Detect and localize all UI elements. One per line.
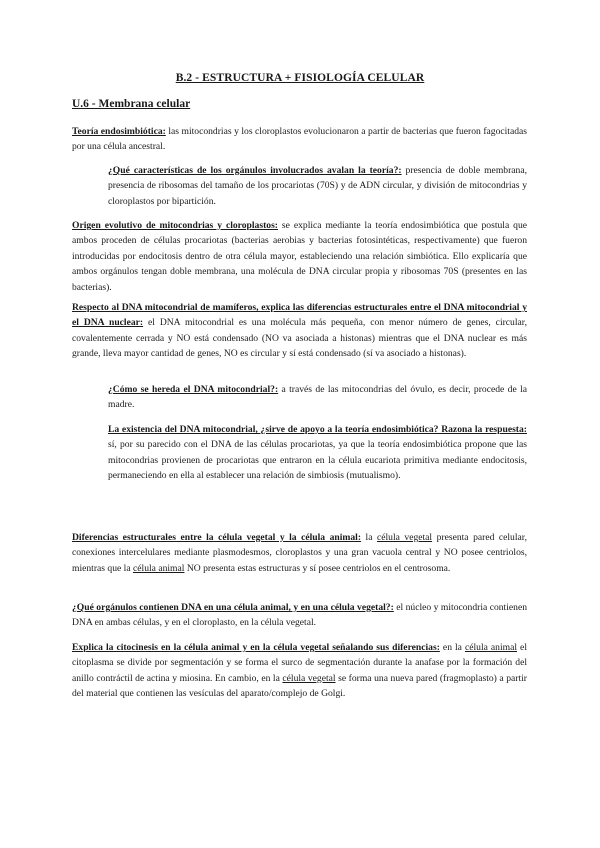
question-label: ¿Qué características de los orgánulos involucrados avalan la teoría?:: [108, 165, 402, 176]
answer-text: las mitocondrias y los cloroplastos evolucionaron a partir de bacterias que fueron fagocitadas por una célula ancestral.: [72, 126, 528, 153]
answer-text: NO presenta estas estructuras y sí posee centriolos en el centrosoma.: [184, 562, 451, 574]
question-label: Respecto al DNA mitocondrial de mamíferos, explica las diferencias estructurales entre el DNA mitocondrial y el DNA nuclear:: [72, 302, 527, 329]
answer-text: en la: [439, 642, 465, 653]
unit-heading: U.6 - Membrana celular: [72, 98, 191, 110]
term-plant-cell: célula vegetal: [376, 532, 433, 543]
answer-text: sí, por su parecido con el DNA de las células procariotas, ya que la teoría endosimbiótica propone que las mitocondrias provienen de procariotas que entraron en la célula eucariota primitiva mediante endocitosis, permaneciendo en ella al establecer una relación de simbiosis (mutualismo).: [108, 439, 527, 482]
paragraph-organelle-features: [108, 163, 527, 209]
answer-text: el DNA mitocondrial es una molécula más pequeña, con menor número de genes, circular, covalentemente cerrada y NO está condensado (NO va asociada a histonas) mientras que el DNA nuclear es más grande, lleva mayor cantidad de genes, NO es circular y sí está condensado (sí va asociado a histonas).: [72, 317, 527, 360]
document-title: B.2 - ESTRUCTURA + FISIOLOGÍA CELULAR: [175, 72, 425, 84]
question-label: Origen evolutivo de mitocondrias y cloroplastos:: [72, 220, 278, 231]
question-label: ¿Qué orgánulos contienen DNA en una célula animal, y en una célula vegetal?:: [72, 602, 394, 613]
answer-text: el citoplasma se divide por segmentación y se forma el surco de segmentación durante la anafase por la formación del anillo contráctil de actina y miosina. En cambio, en la: [72, 642, 527, 684]
answer-text: la: [361, 532, 377, 543]
question-label: Explica la citocinesis en la célula animal y en la célula vegetal señalando sus diferencias:: [72, 642, 440, 653]
paragraph-cytokinesis: [72, 640, 527, 702]
answer-text: presenta pared celular, conexiones intercelulares mediante plasmodesmos, cloroplastos y una gran vacuola central y NO posee centriolos, mientras que la: [72, 532, 527, 574]
paragraph-mtdna-inheritance: [108, 382, 527, 413]
question-label: ¿Cómo se hereda el DNA mitocondrial?:: [108, 384, 279, 395]
paragraph-mtdna-support: [108, 422, 527, 484]
question-label: Diferencias estructurales entre la célula vegetal y la célula animal:: [72, 532, 362, 543]
answer-text: a través de las mitocondrias del óvulo, es decir, procede de la madre.: [108, 384, 527, 411]
question-label: La existencia del DNA mitocondrial, ¿sirve de apoyo a la teoría endosimbiótica? Razona la respuesta:: [108, 424, 527, 435]
term-animal-cell: célula animal: [464, 642, 518, 653]
paragraph-evolutionary-origin: [72, 218, 527, 295]
question-label: Teoría endosimbiótica:: [72, 126, 166, 137]
term-animal-cell: célula animal: [133, 562, 185, 574]
answer-text: se forma una nueva pared (fragmoplasto) a partir del material que contienen las vesículas del aparato/complejo de Golgi.: [72, 672, 527, 700]
answer-text: presencia de doble membrana, presencia de ribosomas del tamaño de los procariotas (70S) y de ADN circular, y división de mitocondrias y cloroplastos por bipartición.: [108, 165, 527, 207]
term-plant-cell: célula vegetal: [282, 672, 336, 684]
paragraph-organelles-with-dna: [72, 600, 527, 631]
answer-text: se explica mediante la teoría endosimbiótica que postula que ambos proceden de células procariotas (bacterias aerobias y bacterias fotosintéticas, respectivamente) que fueron introducidas por endocitosis dentro de otra célula mayor, estableciendo una relación simbiótica. Ello explicaría que ambos orgánulos tengan doble membrana, una molécula de DNA circular propia y ribosomas 70S (presentes en las bacterias).: [72, 220, 527, 293]
paragraph-endosymbiotic-theory: [72, 124, 527, 155]
paragraph-plant-vs-animal-cell: [72, 530, 527, 576]
paragraph-mitochondrial-dna: [72, 300, 527, 362]
answer-text: el núcleo y mitocondria contienen DNA en ambas células, y en el cloroplasto, en la célula vegetal.: [72, 602, 528, 629]
